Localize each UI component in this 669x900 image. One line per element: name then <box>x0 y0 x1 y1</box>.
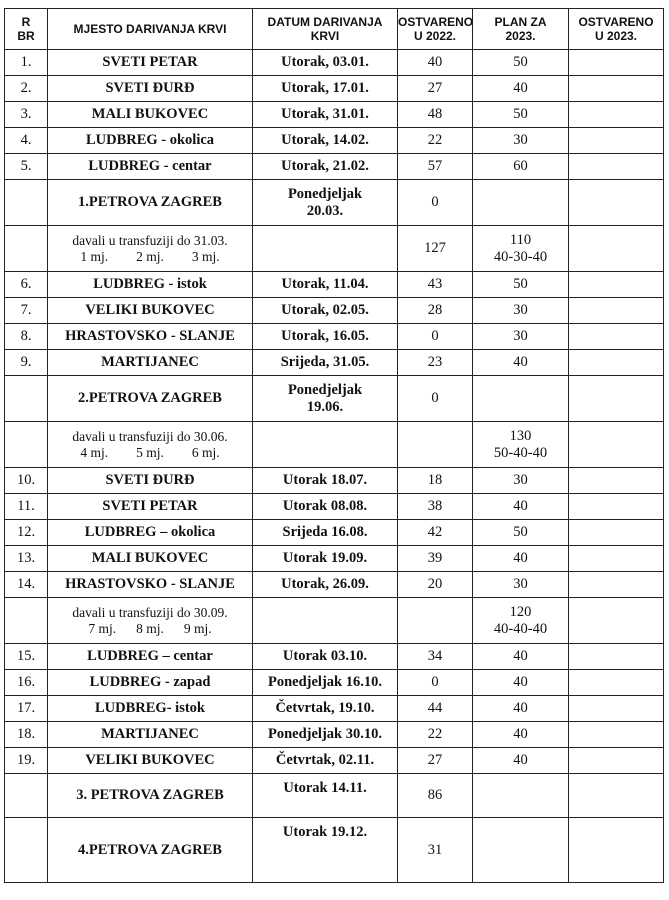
row-number: 10. <box>5 468 48 494</box>
achieved-2023 <box>569 422 664 468</box>
table-row <box>5 272 664 298</box>
achieved-2022: 42 <box>398 520 473 546</box>
plan2023-header: PLAN ZA 2023. <box>473 9 569 50</box>
donation-date <box>253 598 398 644</box>
achieved-2022: 48 <box>398 102 473 128</box>
plan-2023: 30 <box>473 298 569 324</box>
donation-place: HRASTOVSKO - SLANJE <box>48 324 253 350</box>
row-number: 7. <box>5 298 48 324</box>
donation-place: LUDBREG - zapad <box>48 670 253 696</box>
achieved-2022: 0 <box>398 670 473 696</box>
plan-2023: 40 <box>473 644 569 670</box>
achieved-2022: 22 <box>398 128 473 154</box>
ost2022-header: OSTVARENO U 2022. <box>398 9 473 50</box>
plan-2023: 30 <box>473 572 569 598</box>
row-number <box>5 818 48 883</box>
plan-2023: 30 <box>473 468 569 494</box>
achieved-2023 <box>569 696 664 722</box>
rbr-header: R BR <box>5 9 48 50</box>
donation-place: SVETI PETAR <box>48 494 253 520</box>
donation-date: Ponedjeljak 20.03. <box>253 180 398 226</box>
donation-place: HRASTOVSKO - SLANJE <box>48 572 253 598</box>
donation-date: Ponedjeljak 16.10. <box>253 670 398 696</box>
donation-date: Utorak, 11.04. <box>253 272 398 298</box>
donation-date <box>253 422 398 468</box>
table-row <box>5 572 664 598</box>
row-number: 11. <box>5 494 48 520</box>
row-number: 8. <box>5 324 48 350</box>
achieved-2022: 40 <box>398 50 473 76</box>
donation-place: SVETI ĐURĐ <box>48 76 253 102</box>
achieved-2023 <box>569 272 664 298</box>
achieved-2022: 0 <box>398 324 473 350</box>
achieved-2023 <box>569 572 664 598</box>
achieved-2022: 86 <box>398 774 473 818</box>
row-number: 4. <box>5 128 48 154</box>
donation-place: MALI BUKOVEC <box>48 102 253 128</box>
donation-date: Utorak, 21.02. <box>253 154 398 180</box>
ost2023-header: OSTVARENO U 2023. <box>569 9 664 50</box>
table-row <box>5 818 664 883</box>
plan-2023 <box>473 180 569 226</box>
table-row <box>5 520 664 546</box>
donation-date: Utorak 18.07. <box>253 468 398 494</box>
achieved-2022 <box>398 598 473 644</box>
plan-2023 <box>473 376 569 422</box>
row-number <box>5 226 48 272</box>
plan-2023: 40 <box>473 350 569 376</box>
achieved-2023 <box>569 226 664 272</box>
table-row <box>5 324 664 350</box>
achieved-2023 <box>569 76 664 102</box>
donation-place: VELIKI BUKOVEC <box>48 748 253 774</box>
donation-date: Utorak, 16.05. <box>253 324 398 350</box>
table-row <box>5 722 664 748</box>
table-row <box>5 376 664 422</box>
transfusion-note: davali u transfuziji do 31.03. 1 mj. 2 mj. 3 mj. <box>48 226 253 272</box>
donation-place: LUDBREG – centar <box>48 644 253 670</box>
table-row <box>5 494 664 520</box>
plan-2023: 30 <box>473 128 569 154</box>
plan-2023: 130 50-40-40 <box>473 422 569 468</box>
transfusion-note: davali u transfuziji do 30.06. 4 mj. 5 mj. 6 mj. <box>48 422 253 468</box>
achieved-2023 <box>569 376 664 422</box>
donation-place: MARTIJANEC <box>48 722 253 748</box>
donation-date: Utorak, 14.02. <box>253 128 398 154</box>
achieved-2023 <box>569 324 664 350</box>
table-row <box>5 76 664 102</box>
achieved-2023 <box>569 774 664 818</box>
row-number: 2. <box>5 76 48 102</box>
row-number <box>5 180 48 226</box>
donation-date: Srijeda 16.08. <box>253 520 398 546</box>
achieved-2023 <box>569 818 664 883</box>
row-number: 6. <box>5 272 48 298</box>
table-row <box>5 154 664 180</box>
achieved-2022: 38 <box>398 494 473 520</box>
plan-2023 <box>473 818 569 883</box>
row-number: 1. <box>5 50 48 76</box>
table-row <box>5 748 664 774</box>
row-number: 12. <box>5 520 48 546</box>
achieved-2022: 20 <box>398 572 473 598</box>
donation-date: Ponedjeljak 30.10. <box>253 722 398 748</box>
row-number <box>5 598 48 644</box>
table-row <box>5 350 664 376</box>
achieved-2023 <box>569 670 664 696</box>
row-number: 19. <box>5 748 48 774</box>
achieved-2022: 18 <box>398 468 473 494</box>
donation-place: LUDBREG - centar <box>48 154 253 180</box>
donation-place: LUDBREG- istok <box>48 696 253 722</box>
achieved-2023 <box>569 520 664 546</box>
achieved-2023 <box>569 468 664 494</box>
row-number: 15. <box>5 644 48 670</box>
donation-place: 4.PETROVA ZAGREB <box>48 818 253 883</box>
table-row <box>5 774 664 818</box>
row-number: 5. <box>5 154 48 180</box>
donation-place: 3. PETROVA ZAGREB <box>48 774 253 818</box>
donation-place: SVETI PETAR <box>48 50 253 76</box>
plan-2023: 110 40-30-40 <box>473 226 569 272</box>
achieved-2023 <box>569 154 664 180</box>
achieved-2023 <box>569 350 664 376</box>
row-number: 18. <box>5 722 48 748</box>
donation-date <box>253 226 398 272</box>
place-header: MJESTO DARIVANJA KRVI <box>48 9 253 50</box>
donation-date: Četvrtak, 19.10. <box>253 696 398 722</box>
donation-date: Ponedjeljak 19.06. <box>253 376 398 422</box>
row-number <box>5 422 48 468</box>
donation-date: Utorak, 17.01. <box>253 76 398 102</box>
table-row <box>5 644 664 670</box>
row-number: 9. <box>5 350 48 376</box>
achieved-2023 <box>569 598 664 644</box>
achieved-2023 <box>569 50 664 76</box>
achieved-2022: 22 <box>398 722 473 748</box>
table-row <box>5 50 664 76</box>
achieved-2022: 43 <box>398 272 473 298</box>
donation-place: LUDBREG – okolica <box>48 520 253 546</box>
achieved-2023 <box>569 298 664 324</box>
plan-2023: 40 <box>473 748 569 774</box>
row-number <box>5 774 48 818</box>
plan-2023: 40 <box>473 670 569 696</box>
donation-place: LUDBREG - istok <box>48 272 253 298</box>
table-row <box>5 598 664 644</box>
achieved-2022: 27 <box>398 748 473 774</box>
achieved-2022: 127 <box>398 226 473 272</box>
table-row <box>5 102 664 128</box>
plan-2023: 50 <box>473 272 569 298</box>
achieved-2022: 34 <box>398 644 473 670</box>
donation-place: MALI BUKOVEC <box>48 546 253 572</box>
achieved-2022: 0 <box>398 180 473 226</box>
table-row <box>5 670 664 696</box>
row-number: 17. <box>5 696 48 722</box>
transfusion-note: davali u transfuziji do 30.09. 7 mj. 8 mj. 9 mj. <box>48 598 253 644</box>
plan-2023: 50 <box>473 50 569 76</box>
plan-2023: 30 <box>473 324 569 350</box>
achieved-2022: 44 <box>398 696 473 722</box>
achieved-2023 <box>569 180 664 226</box>
donation-date: Utorak 08.08. <box>253 494 398 520</box>
donation-date: Četvrtak, 02.11. <box>253 748 398 774</box>
donation-date: Utorak 03.10. <box>253 644 398 670</box>
achieved-2023 <box>569 128 664 154</box>
donation-date: Utorak 19.09. <box>253 546 398 572</box>
table-row <box>5 226 664 272</box>
achieved-2022: 23 <box>398 350 473 376</box>
achieved-2023 <box>569 102 664 128</box>
table-row <box>5 298 664 324</box>
donation-place: VELIKI BUKOVEC <box>48 298 253 324</box>
plan-2023: 120 40-40-40 <box>473 598 569 644</box>
donation-schedule-table <box>4 8 664 883</box>
achieved-2022: 28 <box>398 298 473 324</box>
achieved-2022: 39 <box>398 546 473 572</box>
row-number: 13. <box>5 546 48 572</box>
donation-place: LUDBREG - okolica <box>48 128 253 154</box>
table-row <box>5 696 664 722</box>
plan-2023: 40 <box>473 76 569 102</box>
plan-2023: 40 <box>473 546 569 572</box>
row-number: 14. <box>5 572 48 598</box>
achieved-2023 <box>569 644 664 670</box>
donation-date: Utorak, 31.01. <box>253 102 398 128</box>
table-row <box>5 468 664 494</box>
table-row <box>5 546 664 572</box>
achieved-2022 <box>398 422 473 468</box>
donation-place: SVETI ĐURĐ <box>48 468 253 494</box>
plan-2023: 50 <box>473 520 569 546</box>
achieved-2022: 31 <box>398 818 473 883</box>
row-number: 3. <box>5 102 48 128</box>
plan-2023: 60 <box>473 154 569 180</box>
plan-2023: 40 <box>473 722 569 748</box>
achieved-2023 <box>569 722 664 748</box>
achieved-2023 <box>569 494 664 520</box>
achieved-2022: 0 <box>398 376 473 422</box>
donation-place: MARTIJANEC <box>48 350 253 376</box>
table-row <box>5 180 664 226</box>
donation-date: Srijeda, 31.05. <box>253 350 398 376</box>
date-header: DATUM DARIVANJA KRVI <box>253 9 398 50</box>
plan-2023: 40 <box>473 696 569 722</box>
achieved-2022: 57 <box>398 154 473 180</box>
donation-date: Utorak, 02.05. <box>253 298 398 324</box>
donation-date: Utorak, 03.01. <box>253 50 398 76</box>
plan-2023 <box>473 774 569 818</box>
achieved-2022: 27 <box>398 76 473 102</box>
donation-date: Utorak 19.12. <box>253 818 398 883</box>
plan-2023: 40 <box>473 494 569 520</box>
row-number <box>5 376 48 422</box>
header-row <box>5 9 664 50</box>
row-number: 16. <box>5 670 48 696</box>
achieved-2023 <box>569 748 664 774</box>
donation-date: Utorak, 26.09. <box>253 572 398 598</box>
plan-2023: 50 <box>473 102 569 128</box>
table-row <box>5 128 664 154</box>
table-row <box>5 422 664 468</box>
donation-date: Utorak 14.11. <box>253 774 398 818</box>
donation-place: 1.PETROVA ZAGREB <box>48 180 253 226</box>
achieved-2023 <box>569 546 664 572</box>
donation-place: 2.PETROVA ZAGREB <box>48 376 253 422</box>
